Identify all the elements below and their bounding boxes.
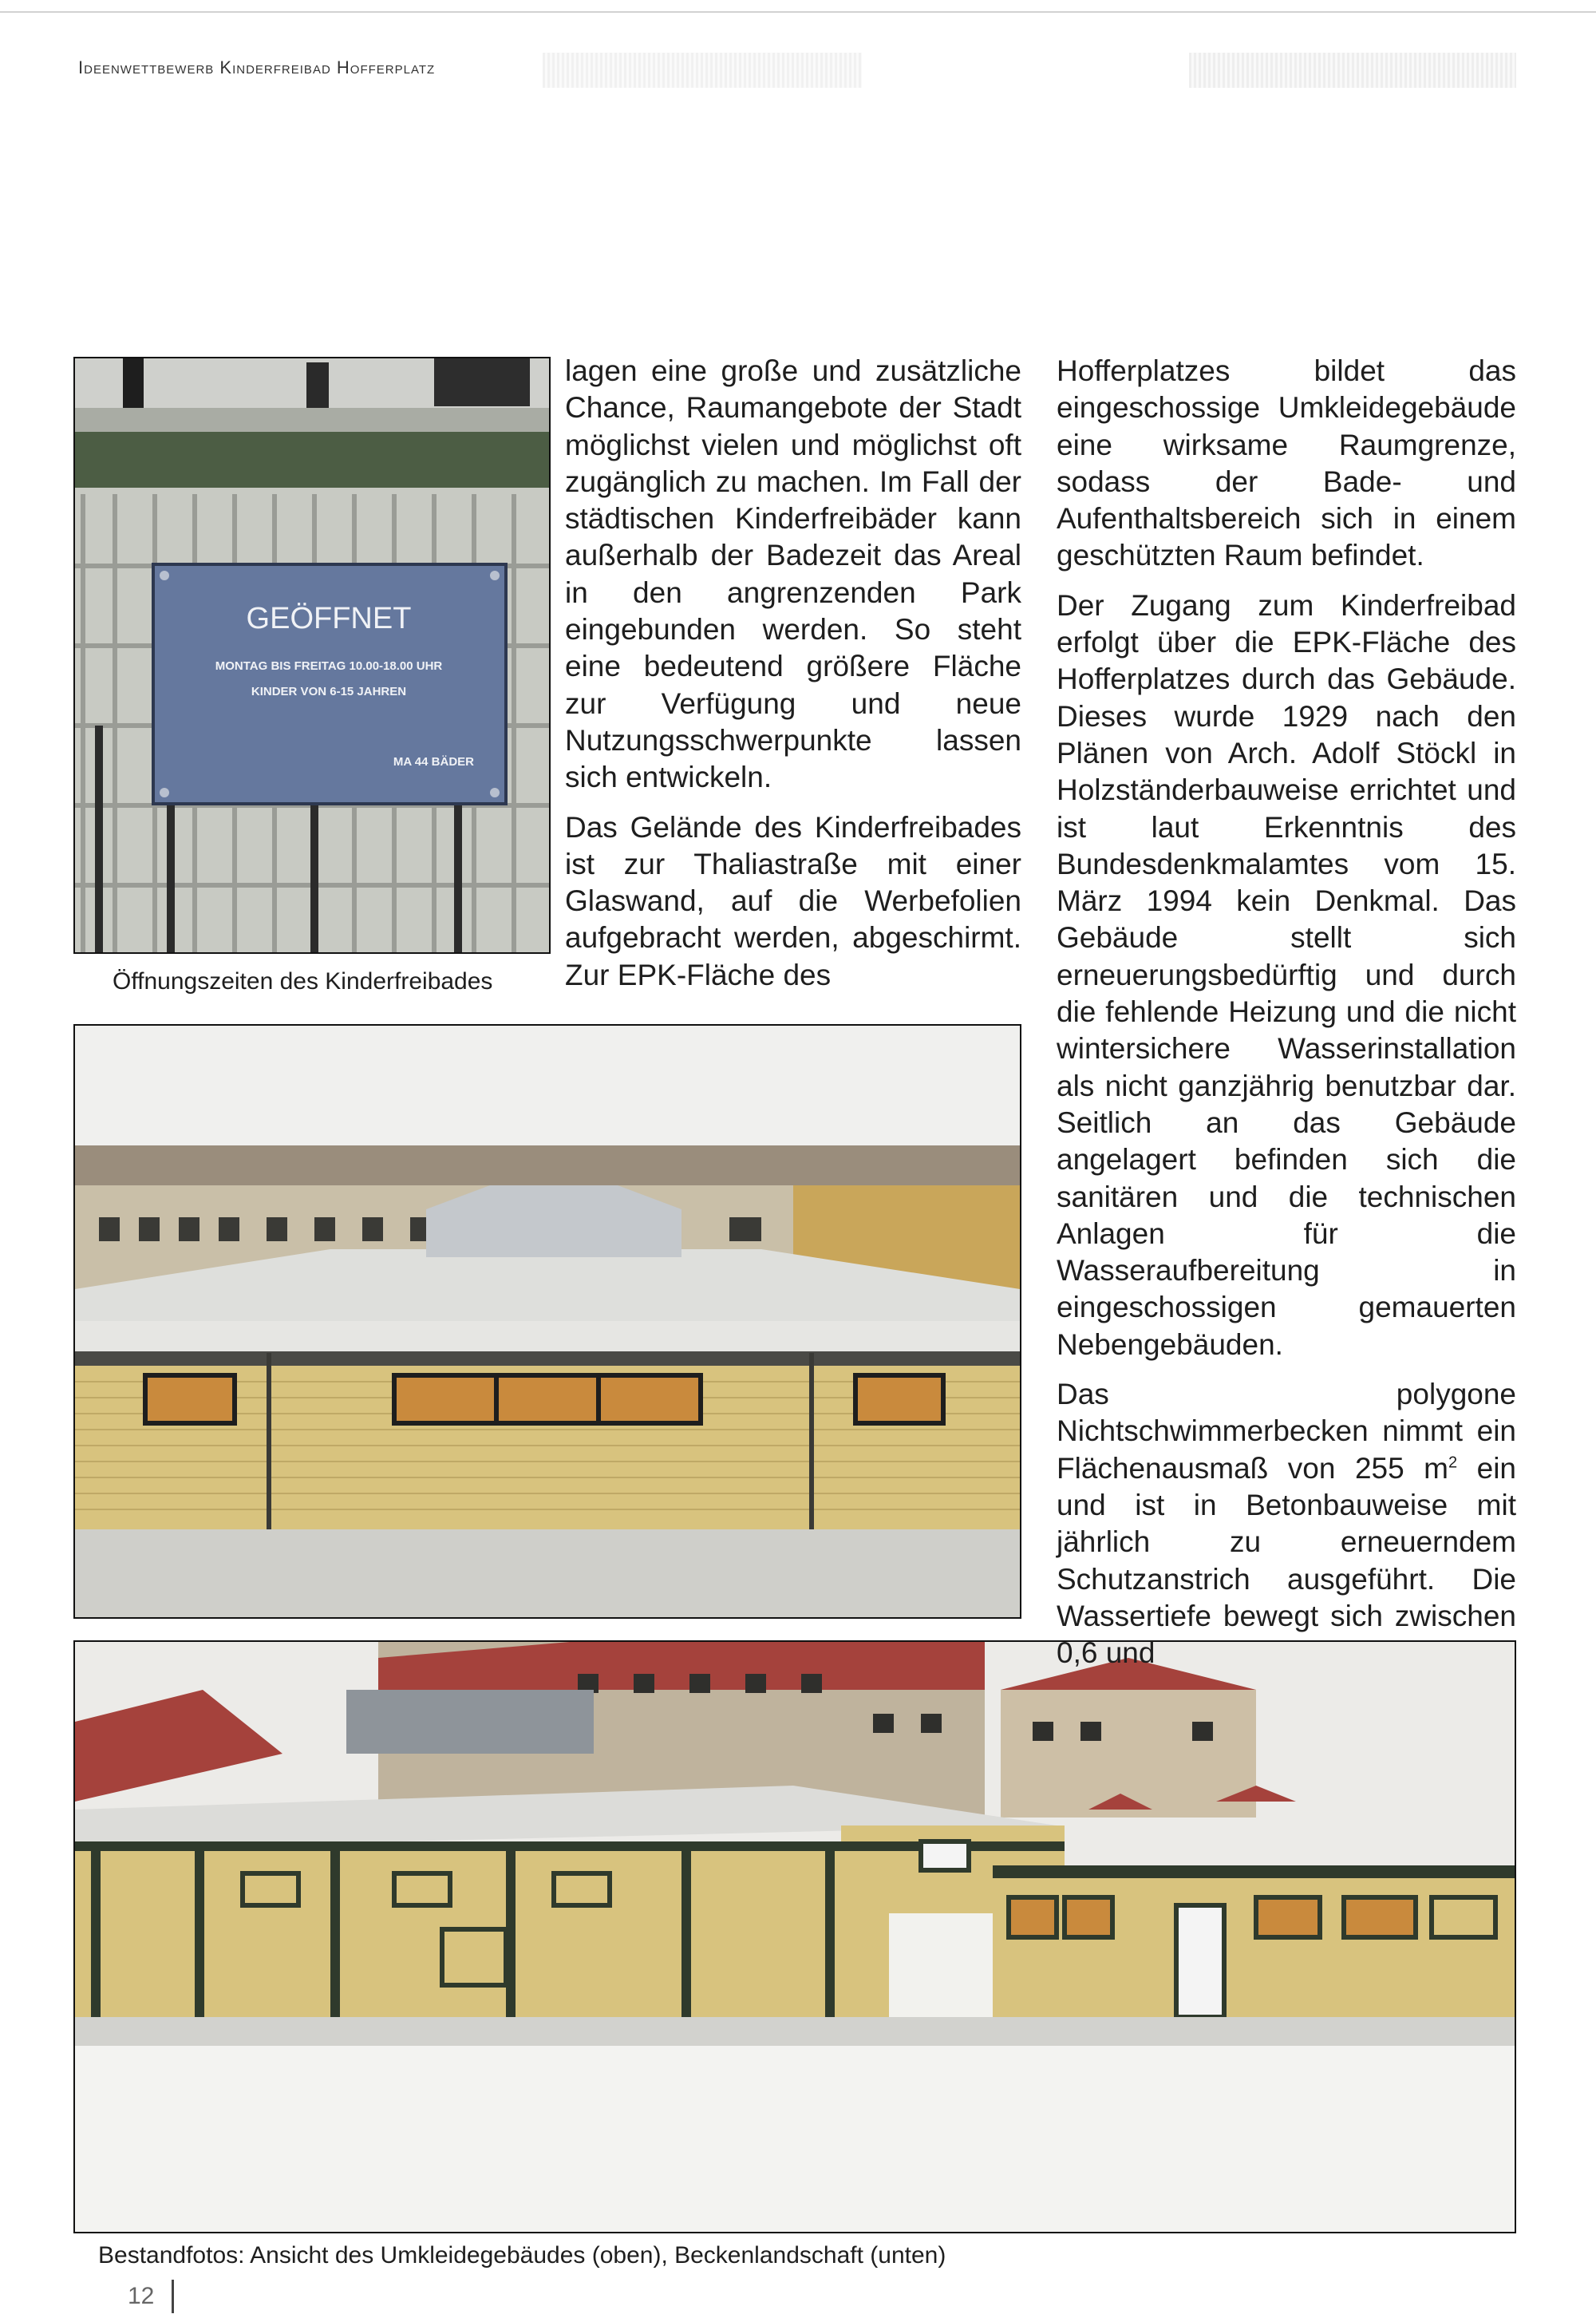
page-number: 12	[128, 2283, 155, 2309]
paragraph: lagen eine große und zusätzliche Chance, Raumangebote der Stadt möglichst vielen und möglichst oft zugänglich zu machen. Im Fall der städtischen Kinderfreibäder kann außerhalb der Badezeit das Areal in den angrenzenden Park eingebunden werden. So steht eine bedeutend größere Fläche zur Verfügung und neue Nutzungsschwerpunkte lassen sich entwickeln.	[565, 354, 1021, 794]
header-word-3: Hofferplatz	[336, 57, 436, 77]
superscript-2: 2	[1448, 1454, 1458, 1472]
header-word-1: Ideenwettbewerb	[78, 57, 215, 77]
building-photo-graphic	[75, 1026, 1020, 1617]
photo-changing-building	[73, 1024, 1021, 1619]
paragraph-pool	[1057, 1376, 1516, 1671]
pool-text-after: ein und ist in Betonbauweise mit jährlich zu erneuerndem Schutzanstrich ausgeführt. Die Wassertiefe bewegt sich zwischen 0,6 und	[1057, 1451, 1516, 1670]
header-word-2: Kinderfreibad	[219, 57, 331, 77]
header-rule	[0, 11, 1596, 13]
text-column-middle	[565, 353, 1021, 994]
sign-photo-graphic	[75, 358, 549, 952]
header-decoration	[543, 53, 862, 88]
caption-opening-hours: Öffnungszeiten des Kinderfreibades	[113, 968, 493, 995]
text-column-right	[1057, 353, 1516, 1671]
caption-building-and-pool: Bestandfotos: Ansicht des Umkleidegebäudes (oben), Beckenlandschaft (unten)	[98, 2242, 946, 2269]
sign-organization: MA 44 BÄDER	[393, 755, 474, 769]
pool-photo-graphic	[75, 1642, 1515, 2232]
running-header	[78, 57, 435, 78]
sign-title: GEÖFFNET	[246, 602, 412, 635]
page-number-rule	[172, 2280, 174, 2313]
sign-hours: MONTAG BIS FREITAG 10.00-18.00 UHR	[215, 659, 443, 673]
photo-pool-landscape	[73, 1640, 1516, 2233]
photo-opening-hours-sign	[73, 357, 551, 954]
paragraph: Das Gelände des Kinderfreibades ist zur Thaliastraße mit einer Glaswand, auf die Werbefolien aufgebracht werden, abgeschirmt. Zur EPK-Fläche des	[565, 810, 1021, 991]
paragraph: Hofferplatzes bildet das eingeschossige Umkleidegebäude eine wirksame Raumgrenze, sodass der Bade- und Aufenthaltsbereich sich in einem geschützten Raum befindet.	[1057, 354, 1516, 572]
sign-age-range: KINDER VON 6-15 JAHREN	[251, 685, 407, 698]
paragraph: Der Zugang zum Kinderfreibad erfolgt über die EPK-Fläche des Hofferplatzes durch das Gebäude. Dieses wurde 1929 nach den Plänen von Arch. Adolf Stöckl in Holzständerbauweise errichtet und ist laut Erkenntnis des Bundesdenkmalamtes vom 15. März 1994 kein Denkmal. Das Gebäude stellt sich erneuerungsbedürftig und durch die fehlende Heizung und die nicht wintersichere Wasserinstallation als nicht ganzjährig benutzbar dar. Seitlich an das Gebäude angelagert befinden sich die sanitären und die technischen Anlagen für die Wasseraufbereitung in eingeschossigen gemauerten Nebengebäuden.	[1057, 588, 1516, 1361]
pool-text-before: Das polygone Nichtschwimmerbecken nimmt ein Flächenausmaß von 255 m	[1057, 1378, 1516, 1485]
header-decoration	[1189, 53, 1516, 88]
